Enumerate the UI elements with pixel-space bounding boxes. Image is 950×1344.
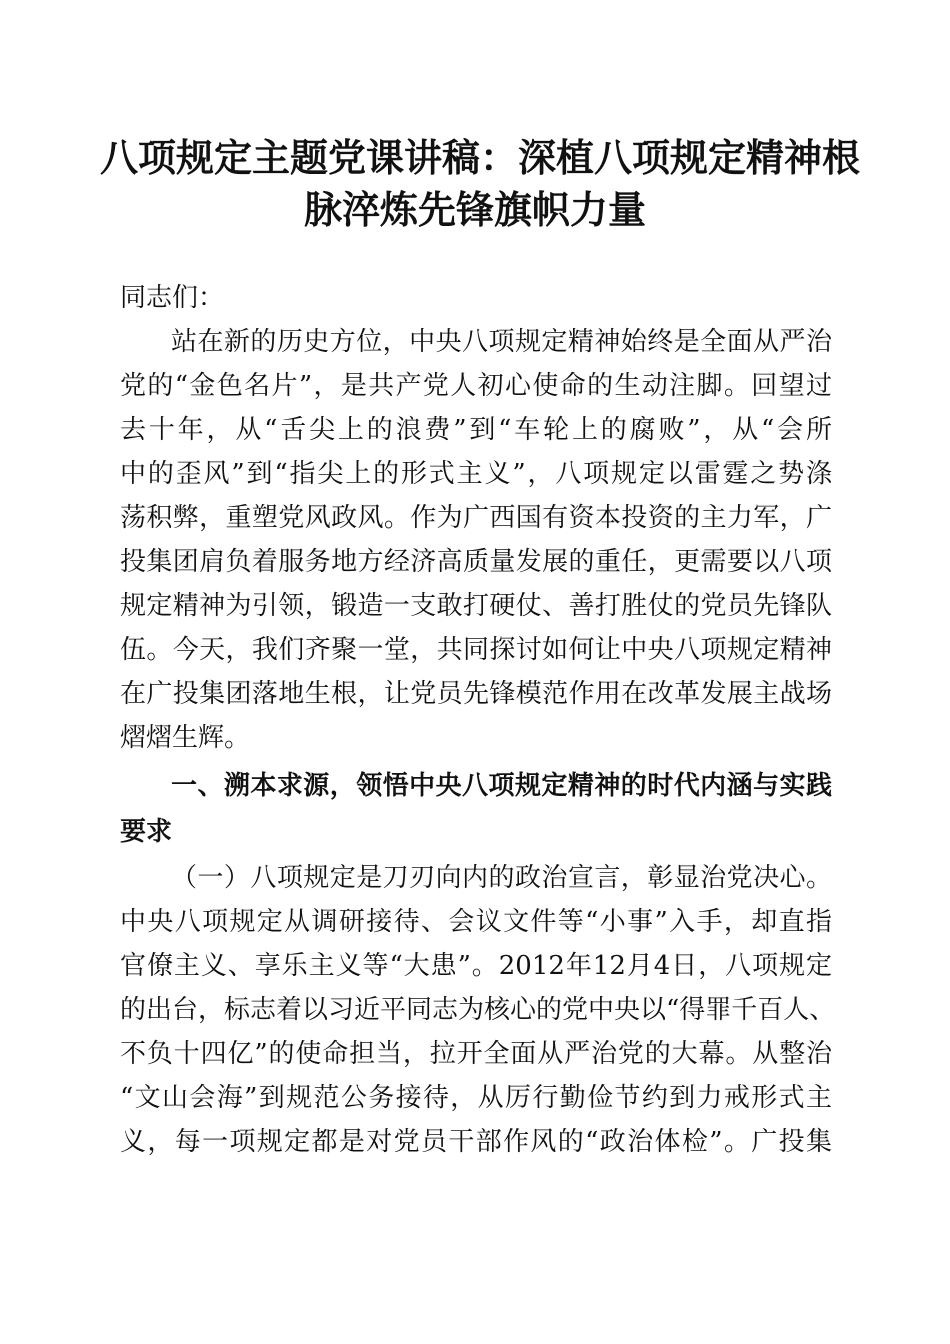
paragraph-line: 规定精神为引领，锻造一支敢打硬仗、善打胜仗的党员先锋队 (120, 591, 832, 621)
document-title-line-1: 八项规定主题党课讲稿：深植八项规定精神根 (100, 135, 861, 180)
paragraph-line: 党的“金色名片”，是共产党人初心使命的生动注脚。回望过 (120, 371, 832, 401)
paragraph-line: 在广投集团落地生根，让党员先锋模范作用在改革发展主战场 (120, 679, 832, 709)
paragraph-line: 去十年，从“舌尖上的浪费”到“车轮上的腐败”，从“会所 (120, 415, 832, 445)
section-heading-line: 要求 (120, 817, 173, 847)
document-title-line-2: 脉淬炼先锋旗帜力量 (303, 187, 646, 232)
paragraph-line: 伍。今天，我们齐聚一堂，共同探讨如何让中央八项规定精神 (120, 635, 832, 665)
paragraph-line: 官僚主义、享乐主义等“大患”。2012年12月4日，八项规定 (120, 951, 832, 981)
paragraph-line: 不负十四亿”的使命担当，拉开全面从严治党的大幕。从整治 (120, 1039, 832, 1069)
paragraph-line: 熠熠生辉。 (120, 723, 251, 753)
subheading-line: （一）八项规定是刀刃向内的政治宣言，彰显治党决心。 (171, 863, 832, 893)
salutation: 同志们： (120, 283, 225, 313)
paragraph-line: 中的歪风”到“指尖上的形式主义”，八项规定以雷霆之势涤 (120, 459, 832, 489)
section-heading-line: 一、溯本求源，领悟中央八项规定精神的时代内涵与实践 (171, 771, 832, 801)
paragraph-line: 义，每一项规定都是对党员干部作风的“政治体检”。广投集 (120, 1127, 832, 1157)
paragraph-line: 的出台，标志着以习近平同志为核心的党中央以“得罪千百人、 (120, 995, 836, 1025)
paragraph-line: “文山会海”到规范公务接待，从厉行勤俭节约到力戒形式主 (120, 1083, 832, 1113)
paragraph-line: 荡积弊，重塑党风政风。作为广西国有资本投资的主力军，广 (120, 503, 832, 533)
paragraph-line: 中央八项规定从调研接待、会议文件等“小事”入手，却直指 (120, 907, 832, 937)
paragraph-line: 站在新的历史方位，中央八项规定精神始终是全面从严治 (171, 327, 832, 357)
paragraph-line: 投集团肩负着服务地方经济高质量发展的重任，更需要以八项 (120, 547, 832, 577)
